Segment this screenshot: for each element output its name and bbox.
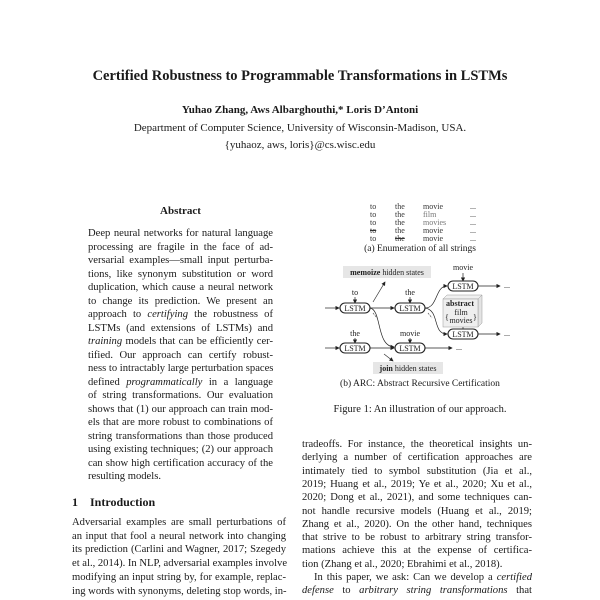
- text-line: [302, 439, 532, 451]
- svg-text:LSTM: LSTM: [399, 304, 421, 313]
- abstract-box: [443, 295, 482, 327]
- svg-text:LSTM: LSTM: [399, 344, 421, 353]
- text-line: [302, 452, 532, 464]
- text-line: [88, 363, 273, 375]
- word-label: movie: [453, 263, 473, 272]
- text-line: [302, 479, 532, 491]
- svg-text:}: }: [473, 313, 477, 322]
- enumeration-cell: to: [370, 234, 377, 243]
- enumeration-cell: ...: [470, 202, 476, 211]
- svg-text:abstract: abstract: [446, 299, 474, 308]
- text-line: [88, 458, 273, 470]
- section-number: 1: [72, 495, 78, 509]
- join-arrow: [384, 354, 393, 361]
- emphasis-text: arbitrary string transformations: [359, 585, 508, 597]
- text-line: [302, 492, 532, 504]
- text-line: [88, 377, 273, 389]
- text-line: [72, 586, 286, 598]
- text-segment: 2020; Dong et al., 2021), and some techniques can-: [302, 492, 532, 504]
- text-segment: versarial examples—small input perturba-: [88, 255, 273, 266]
- text-line: [88, 417, 273, 429]
- text-segment: ness to intractably large perturbation spaces: [88, 363, 274, 374]
- svg-text:LSTM: LSTM: [344, 304, 366, 313]
- text-segment: can show high certification accuracy of the: [88, 457, 273, 469]
- text-line: [88, 309, 273, 321]
- text-line: [88, 350, 273, 362]
- text-line: [302, 545, 532, 557]
- memoize-arrow: [373, 282, 385, 302]
- text-segment: to: [333, 585, 360, 597]
- text-segment: an input that fool a neural network into changing: [72, 530, 286, 542]
- text-segment: In this paper, we ask: Can we develop a: [314, 572, 497, 583]
- text-segment: Zhang et al., 2020). On the other hand, techniques: [302, 518, 532, 530]
- text-line: [88, 296, 273, 308]
- text-line: [88, 269, 273, 281]
- text-line: [88, 404, 273, 416]
- text-line: [72, 558, 286, 570]
- author-emails: {yuhaoz, aws, loris}@cs.wisc.edu: [224, 139, 376, 151]
- lstm-label: LSTM: [452, 282, 474, 291]
- svg-text:LSTM: LSTM: [452, 330, 474, 339]
- text-segment: tradeoffs. For instance, the theoretical insights un-: [302, 439, 532, 450]
- section-title: Introduction: [90, 495, 156, 509]
- emphasis-text: training: [88, 336, 123, 347]
- section-heading-introduction: [72, 495, 155, 510]
- enumeration-cell: to: [370, 210, 377, 219]
- text-line: [88, 431, 273, 443]
- text-segment: string transformations than those produced: [88, 430, 273, 442]
- text-segment: that: [507, 585, 532, 597]
- abstract-heading: Abstract: [160, 205, 201, 217]
- text-line: [88, 390, 273, 402]
- svg-text:...: ...: [456, 343, 462, 352]
- emphasis-text: certified: [496, 572, 532, 583]
- text-line: [302, 585, 532, 597]
- text-line: [88, 282, 273, 294]
- enumeration-cell: the: [395, 202, 405, 211]
- svg-text:LSTM: LSTM: [344, 344, 366, 353]
- text-segment: modifying an input string by, for example, replac-: [72, 571, 286, 583]
- enumeration-cell: movie: [423, 202, 443, 211]
- svg-text:movies: movies: [449, 316, 473, 325]
- text-line: [302, 466, 532, 478]
- text-segment: tion (Zhang et al., 2020; Ebrahimi et al., 2018).: [302, 558, 503, 570]
- text-segment: approach to: [88, 309, 148, 320]
- paper-title: Certified Robustness to Programmable Transformations in LSTMs: [92, 68, 508, 84]
- svg-text:film: film: [454, 308, 468, 317]
- enumeration-cell: to: [370, 218, 377, 227]
- text-segment: defined: [88, 376, 127, 388]
- svg-text:the: the: [350, 329, 360, 338]
- text-segment: derlying a number of certification approaches are: [302, 452, 532, 464]
- text-segment: els that are more robust to combinations of: [88, 417, 273, 428]
- text-segment: to change its prediction. We present an: [88, 295, 273, 307]
- svg-text:{: {: [445, 313, 449, 322]
- text-segment: in a language: [202, 376, 273, 388]
- emphasis-text: programmatically: [126, 376, 203, 388]
- text-line: [88, 255, 273, 267]
- text-line: [88, 323, 273, 335]
- text-segment: not handle recursive models (Huang et al., 2019;: [302, 505, 532, 517]
- text-line: [88, 242, 273, 254]
- text-segment: using existing techniques; (2) our approach: [88, 444, 273, 455]
- enumeration-cell: ...: [470, 218, 476, 227]
- text-line: [72, 544, 286, 556]
- subcaption-b: (b) ARC: Abstract Recursive Certification: [340, 379, 500, 389]
- enumeration-cell: movies: [423, 218, 447, 227]
- subcaption-a: (a) Enumeration of all strings: [364, 244, 476, 254]
- text-segment: duplication, which cause a neural network: [88, 282, 273, 293]
- text-segment: the robustness of: [188, 309, 273, 320]
- text-line: [302, 519, 532, 531]
- enumeration-cell: to: [370, 226, 377, 235]
- text-segment: intimately tied to symbol substitution (Jia et al.,: [302, 465, 532, 477]
- text-line: [72, 572, 286, 584]
- svg-text:to: to: [351, 288, 359, 297]
- enumeration-cell: ...: [470, 210, 476, 219]
- enumeration-cell: the: [395, 226, 405, 235]
- text-segment: that strive to be robust to arbitrary string transfor-: [302, 532, 532, 544]
- enumeration-cell: movie: [423, 234, 443, 243]
- enumeration-cell: the: [395, 234, 405, 243]
- text-segment: tions, like synonym substitution or word: [88, 268, 273, 280]
- emphasis-text: defense: [302, 585, 334, 597]
- text-line: [88, 444, 273, 456]
- figure-caption: Figure 1: An illustration of our approach.: [333, 404, 507, 415]
- arc-diagram: [300, 255, 540, 380]
- enumeration-cell: movie: [423, 226, 443, 235]
- enumeration-cell: the: [395, 218, 405, 227]
- enumeration-cell: film: [423, 210, 437, 219]
- text-segment: its prediction (Carlini and Wagner, 2017; Szegedy: [72, 544, 286, 556]
- text-segment: 2019; Huang et al., 2019; Ye et al., 2020; Xu et al.,: [302, 478, 532, 490]
- text-segment: Deep neural networks for natural language: [88, 228, 273, 239]
- text-segment: models that can be efficiently cer-: [122, 336, 273, 347]
- text-segment: shows that (1) our approach can train mod-: [88, 403, 273, 415]
- enumeration-cell: ...: [470, 226, 476, 235]
- emphasis-text: certifying: [147, 309, 188, 320]
- enumeration-cell: ...: [470, 234, 476, 243]
- memoize-label: memoize hidden states: [350, 268, 424, 277]
- affiliation: Department of Computer Science, University of Wisconsin-Madison, USA.: [133, 122, 467, 134]
- ellipsis: ...: [504, 281, 510, 290]
- svg-text:the: the: [405, 288, 415, 297]
- enumeration-cell: the: [395, 210, 405, 219]
- text-segment: tified. Our approach can certify robust-: [88, 349, 273, 361]
- enumeration-cell: to: [370, 202, 377, 211]
- text-line: [72, 517, 286, 529]
- text-line: [302, 506, 532, 518]
- text-segment: of string transformations. Our evaluation: [88, 390, 273, 401]
- text-segment: ing words with synonyms, deleting stop words, in-: [72, 585, 287, 597]
- authors: Yuhao Zhang, Aws Albarghouthi,* Loris D’Antoni: [181, 104, 419, 116]
- text-segment: mations achieve this at the expense of certifica-: [302, 545, 532, 557]
- svg-text:...: ...: [504, 329, 510, 338]
- text-line: [88, 471, 273, 483]
- text-segment: processing are fragile in the face of ad-: [88, 241, 273, 253]
- text-line: [302, 559, 532, 571]
- text-line: [88, 228, 273, 240]
- text-line: [72, 531, 286, 543]
- text-segment: et al., 2014). In NLP, adversarial examples involve: [72, 558, 288, 570]
- join-label: join hidden states: [379, 364, 437, 373]
- text-line: [88, 336, 273, 348]
- text-segment: LSTMs (and extensions of LSTMs) and: [88, 322, 273, 334]
- text-line: [302, 572, 532, 584]
- svg-text:movie: movie: [400, 329, 420, 338]
- text-segment: Adversarial examples are small perturbations of: [72, 517, 286, 528]
- text-segment: resulting models.: [88, 471, 161, 482]
- text-line: [302, 532, 532, 544]
